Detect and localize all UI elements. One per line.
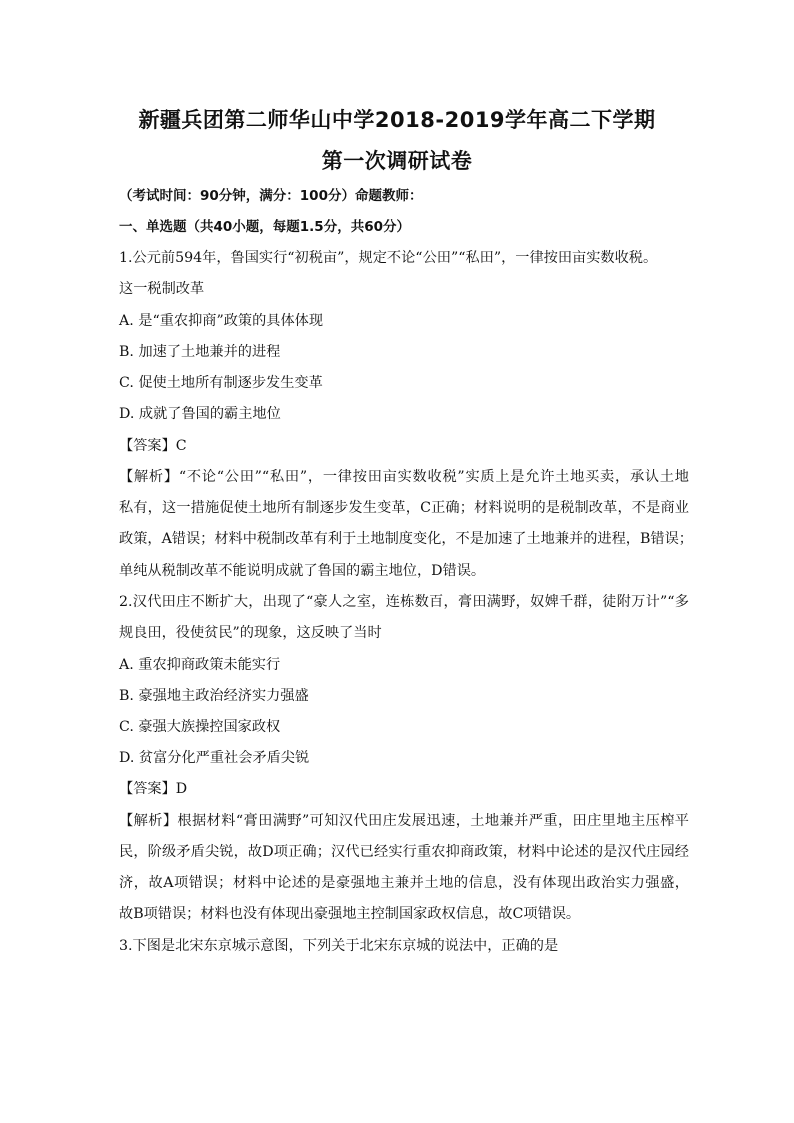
question-2-option-b: B. 豪强地主政治经济实力强盛 [119,688,309,704]
section-heading: 一、单选题（共40小题，每题1.5分，共60分） [119,219,410,235]
question-3-stem-line-1: 3.下图是北宋东京城示意图，下列关于北宋东京城的说法中，正确的是 [119,938,559,954]
question-1-option-a: A. 是“重农抑商”政策的具体体现 [119,313,324,329]
question-2-option-d: D. 贫富分化严重社会矛盾尖锐 [119,750,310,766]
question-1-option-b: B. 加速了土地兼并的进程 [119,344,281,360]
question-2-analysis-line-3: 济，故A项错误；材料中论述的是豪强地主兼并土地的信息，没有体现出政治实力强盛， [119,875,689,891]
question-1-analysis-line-1: 【解析】“不论“公田”“私田”，一律按田亩实数收税”实质上是允许土地买卖，承认土地 [119,469,689,485]
question-2-analysis-line-1: 【解析】根据材料“膏田满野”可知汉代田庄发展迅速，土地兼并严重，田庄里地主压榨平 [119,813,689,829]
question-1-option-d: D. 成就了鲁国的霸主地位 [119,406,281,422]
exam-info: （考试时间：90分钟，满分：100分）命题教师： [119,188,423,204]
question-2-answer: 【答案】D [119,781,188,797]
question-2-stem-line-1: 2.汉代田庄不断扩大，出现了“豪人之室，连栋数百，膏田满野，奴婢千群，徒附万计”“多 [119,594,689,610]
question-2-analysis-line-2: 民，阶级矛盾尖锐，故D项正确；汉代已经实行重农抑商政策，材料中论述的是汉代庄园经 [119,844,689,860]
question-2-stem-line-2: 规良田，役使贫民”的现象，这反映了当时 [119,625,382,641]
question-2-analysis-line-4: 故B项错误；材料也没有体现出豪强地主控制国家政权信息，故C项错误。 [119,906,581,922]
question-1-stem-line-2: 这一税制改革 [119,281,205,297]
question-2-option-a: A. 重农抑商政策未能实行 [119,657,281,673]
question-1-analysis-line-2: 私有，这一措施促使土地所有制逐步发生变革，C正确；材料说明的是税制改革，不是商业 [119,500,689,516]
question-1-stem-line-1: 1.公元前594年，鲁国实行“初税亩”，规定不论“公田”“私田”，一律按田亩实数收税。 [119,250,658,266]
question-1-analysis-line-4: 单纯从税制改革不能说明成就了鲁国的霸主地位，D错误。 [119,563,486,579]
document-title: 新疆兵团第二师华山中学2018-2019学年高二下学期 [138,108,656,132]
question-1-option-c: C. 促使土地所有制逐步发生变革 [119,375,323,391]
question-1-analysis-line-3: 政策，A错误；材料中税制改革有利于土地制度变化，不是加速了土地兼并的进程，B错误； [119,531,693,547]
question-2-option-c: C. 豪强大族操控国家政权 [119,719,281,735]
question-1-answer: 【答案】C [119,438,187,454]
document-subtitle: 第一次调研试卷 [321,149,473,173]
